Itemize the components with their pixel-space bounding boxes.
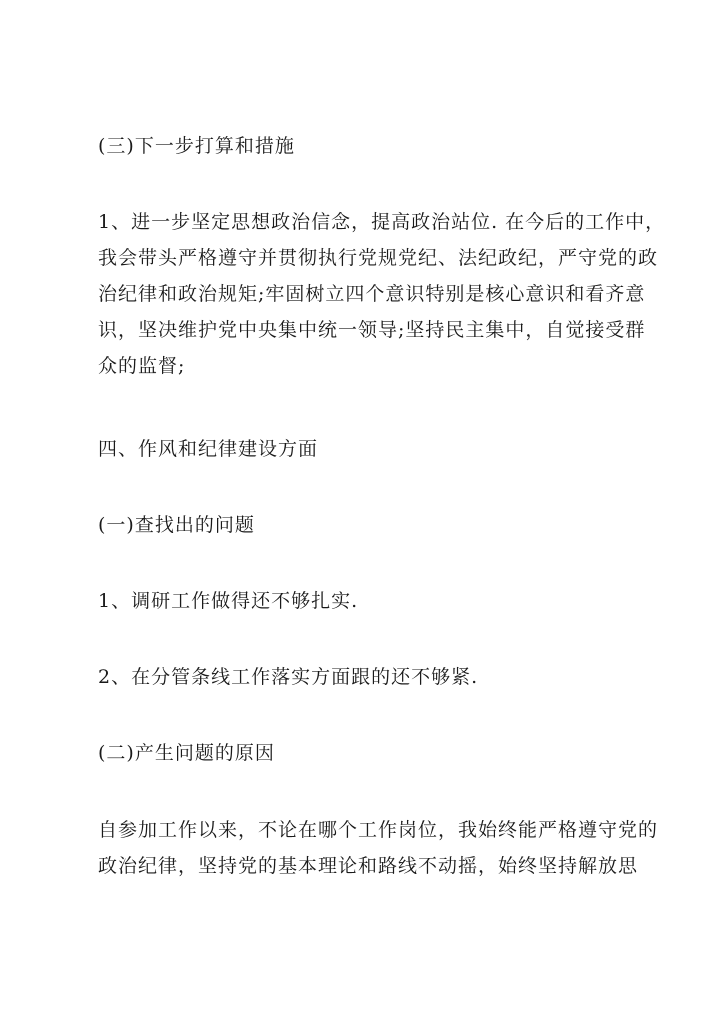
list-item-1: 1、调研工作做得还不够扎实. [98, 590, 359, 612]
paragraph-line: 政治纪律，坚持党的基本理论和路线不动摇，始终坚持解放思 [98, 855, 639, 877]
list-item-2: 2、在分管条线工作落实方面跟的还不够紧. [98, 666, 479, 688]
heading-problems-found: (一)查找出的问题 [98, 514, 255, 536]
paragraph-line: 众的监督; [98, 355, 186, 377]
paragraph-causes [98, 812, 659, 884]
paragraph-line: 自参加工作以来，不论在哪个工作岗位，我始终能严格遵守党的 [98, 819, 659, 841]
heading-next-steps: (三)下一步打算和措施 [98, 135, 295, 157]
paragraph-measures [98, 204, 666, 384]
paragraph-line: 1、进一步坚定思想政治信念，提高政治站位. 在今后的工作中， [98, 211, 666, 233]
paragraph-line: 我会带头严格遵守并贯彻执行党规党纪、法纪政纪，严守党的政 [98, 247, 659, 269]
heading-section-four: 四、作风和纪律建设方面 [98, 438, 319, 460]
heading-causes: (二)产生问题的原因 [98, 742, 275, 764]
paragraph-line: 识，坚决维护党中央集中统一领导;坚持民主集中，自觉接受群 [98, 319, 646, 341]
paragraph-line: 治纪律和政治规矩;牢固树立四个意识特别是核心意识和看齐意 [98, 283, 646, 305]
